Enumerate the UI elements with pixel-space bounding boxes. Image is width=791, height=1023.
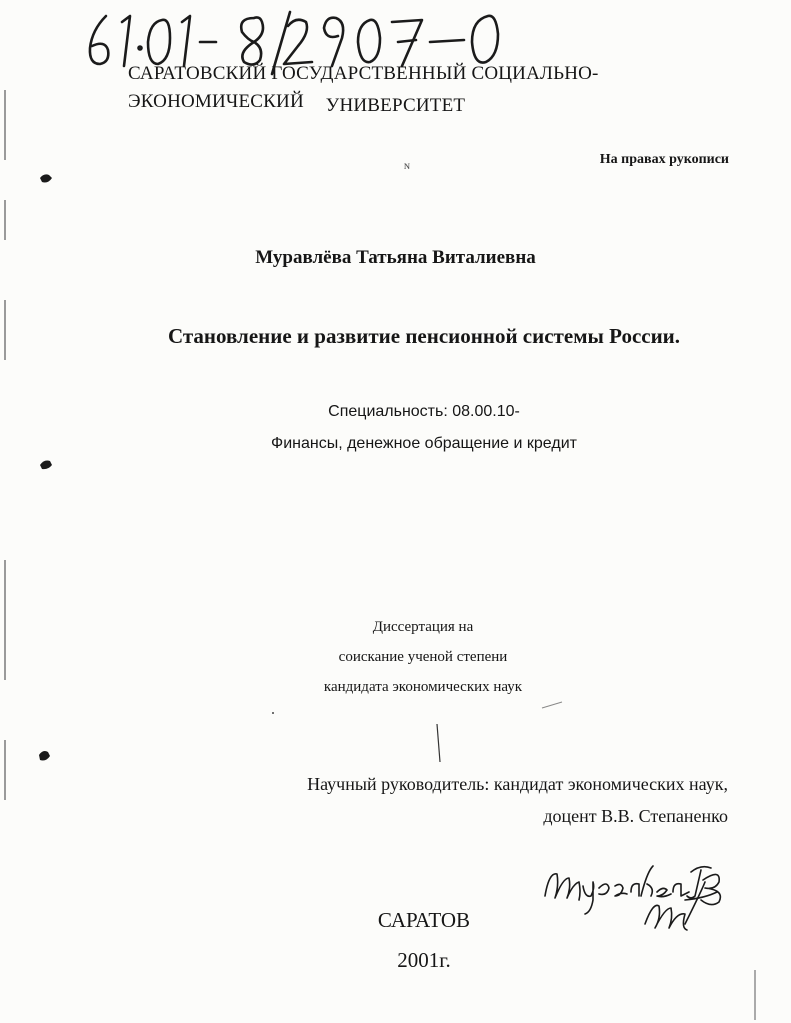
supervisor-name: доцент В.В. Степаненко: [543, 806, 728, 826]
city: САРАТОВ: [377, 908, 471, 932]
punch-hole-icon: [36, 748, 52, 764]
dissertation-degree-block: [0, 612, 791, 702]
specialty-code: Специальность: 08.00.10-: [328, 403, 520, 420]
scan-edge-line: [4, 740, 6, 800]
manuscript-rights-note: На правах рукописи: [599, 152, 729, 167]
specialty-name: Финансы, денежное обращение и кредит: [271, 435, 577, 452]
university-name-line2: УНИВЕРСИТЕТ: [325, 95, 466, 116]
punch-hole-icon: [38, 458, 54, 472]
degree-line-3: кандидата экономических наук: [323, 679, 523, 695]
scan-edge-line: [4, 200, 6, 240]
stray-mark: ɴ: [404, 158, 410, 172]
supervisor-block: [307, 768, 728, 832]
university-name-line1: САРАТОВСКИЙ ГОСУДАРСТВЕННЫЙ СОЦИАЛЬНО-ЭКОНОМИЧЕСКИЙ: [128, 63, 599, 112]
dissertation-title: Становление и развитие пенсионной системы России.: [167, 324, 681, 348]
degree-line-2: соискание ученой степени: [338, 649, 508, 665]
scan-edge-line: [754, 970, 756, 1020]
scan-speck: [272, 712, 274, 714]
author-name: Муравлёва Татьяна Виталиевна: [255, 247, 536, 268]
punch-hole-icon: [38, 172, 54, 186]
supervisor-title: Научный руководитель: кандидат экономических наук,: [307, 774, 728, 794]
stray-pen-mark: [540, 700, 564, 710]
city-year-block: [0, 900, 791, 980]
specialty-block: [0, 396, 791, 460]
degree-line-1: Диссертация на: [372, 619, 474, 635]
stray-pen-mark: [434, 722, 444, 766]
year: 2001г.: [397, 948, 451, 972]
